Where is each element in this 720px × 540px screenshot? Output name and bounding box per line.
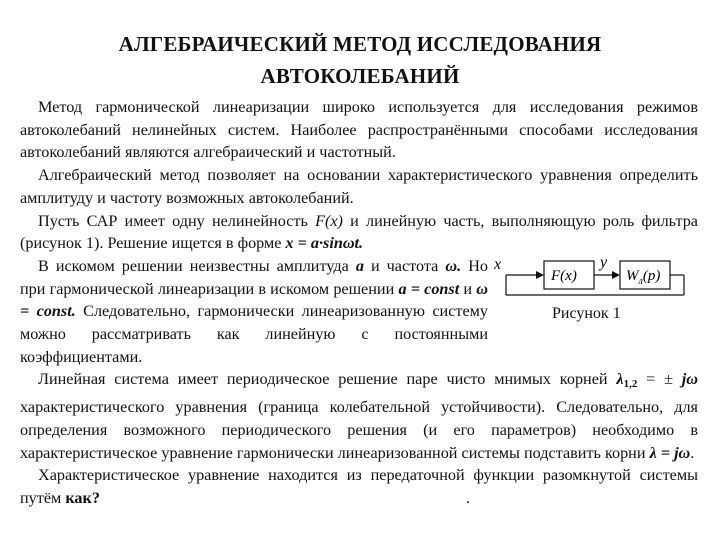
title-line-2: АВТОКОЛЕБАНИЙ <box>260 64 460 88</box>
x-label: x <box>494 255 502 273</box>
paragraph-characteristic: Характеристическое уравнение находится из передаточной функции разомкнутой системы путём как? . <box>20 466 698 507</box>
figure-wrap-section <box>20 255 698 369</box>
page-title <box>0 28 720 92</box>
block-diagram <box>488 255 698 301</box>
block-diagram-figure <box>488 255 698 341</box>
figure-caption: Рисунок 1 <box>552 304 621 322</box>
paragraph-unknowns: В искомом решении неизвестны амплитуда a и частота ω. Но при гармонической линеаризации в искомом решении a = const и ω = const. Следовательно, гармонически линеаризованную систему можно рассматривать как линейную с постоянными коэффициентами. <box>20 256 488 366</box>
arrow-into-f <box>536 271 544 279</box>
y-label: y <box>600 254 608 271</box>
paragraph-algebraic: Алгебраический метод позволяет на основании характеристического уравнения определить амплитуду и частоту возможных автоколебаний. <box>20 166 698 207</box>
title-line-1: АЛГЕБРАИЧЕСКИЙ МЕТОД ИССЛЕДОВАНИЯ <box>118 32 602 56</box>
block1-label: F(x) <box>551 267 577 284</box>
question-text: как? <box>65 488 100 507</box>
arrow-into-w <box>612 271 620 279</box>
block2-label: $W_л(p)$ <box>626 267 661 287</box>
paragraph-system: Пусть САР имеет одну нелинейность F(x) и линейную часть, выполняющую роль фильтра (рисунок 1). Решение ищется в форме x = a·sinωt. <box>20 211 698 253</box>
solution-formula: x = a·sinωt. <box>285 234 364 253</box>
document-body <box>20 96 698 510</box>
paragraph-intro: Метод гармонической линеаризации широко используется для исследования режимов автоколебаний нелинейных систем. Наиболее распространёнными способами исследования автоколебаний являются алгебраический и частотный. <box>20 98 698 162</box>
paragraph-linear-system: Линейная система имеет периодическое решение паре чисто мнимых корней $\lambda_{1,2}$ = ± jω характеристического уравнения (граница колебательной устойчивости). Следовательно, для определения возможного периодического решения (и его параметров) необходимо в характеристическое уравнение гармонически линеаризованной системы подставить корни λ = jω. <box>20 370 699 462</box>
